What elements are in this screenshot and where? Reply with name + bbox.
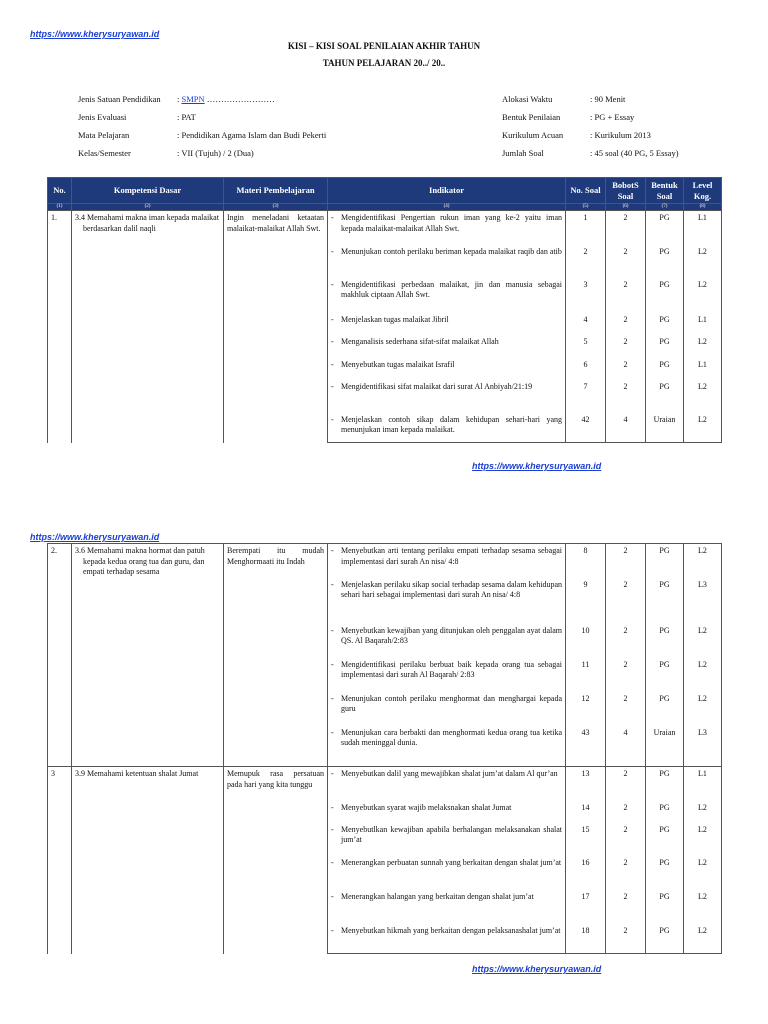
info-label: Mata Pelajaran: [78, 130, 130, 140]
info-row: [78, 93, 326, 111]
indikator-text: Menunjukan contoh perilaku menghormat dan menghargai kepada guru: [341, 693, 562, 713]
bullet-dash: -: [331, 824, 334, 834]
indikator-text: Mengidentifikasi perilaku berbuat baik kepada orang tua sebagai implementasi dari surah Al Baqarah/ 2:83: [341, 659, 562, 679]
indikator-text: Menerangkan halangan yang berkaitan dengan shalat jum’at: [341, 891, 534, 901]
bullet-dash: -: [331, 414, 334, 424]
bentuk-soal: PG: [646, 380, 684, 413]
indikator-item: [331, 415, 562, 436]
col-number: (6): [606, 204, 646, 211]
header-level: Level Kog.: [684, 178, 722, 204]
indikator-cell: [328, 767, 566, 801]
bentuk-soal: PG: [646, 278, 684, 313]
level-kognitif: L2: [684, 823, 722, 856]
bullet-dash: -: [331, 659, 334, 669]
level-kognitif: L2: [684, 245, 722, 278]
level-kognitif: L1: [684, 767, 722, 801]
bentuk-soal: PG: [646, 313, 684, 335]
bobot-soal: 2: [606, 890, 646, 924]
header-no: No.: [48, 178, 72, 204]
indikator-item: [331, 337, 562, 348]
info-left: [78, 93, 326, 165]
no-soal: 43: [566, 726, 606, 767]
no-soal: 8: [566, 544, 606, 578]
level-kognitif: L3: [684, 578, 722, 624]
materi-pembelajaran: Berempati itu mudah Menghormaati itu Indah: [224, 544, 328, 767]
indikator-text: Menganalisis sederhana sifat-sifat malaikat Allah: [341, 336, 499, 346]
header-no-soal: No. Soal: [566, 178, 606, 204]
page1-top-link[interactable]: https://www.kherysuryawan.id: [30, 29, 160, 39]
level-kognitif: L1: [684, 313, 722, 335]
materi-pembelajaran: Ingin meneladani ketaatan malaikat-malaikat Allah Swt.: [224, 211, 328, 443]
indikator-item: [331, 546, 562, 567]
bobot-soal: 2: [606, 578, 646, 624]
indikator-text: Menyebutkan arti tentang perilaku empati terhadap sesama sebagai implementasi dari surah An nisa/ 4:8: [341, 546, 562, 566]
bobot-soal: 2: [606, 211, 646, 245]
indikator-cell: [328, 658, 566, 692]
bentuk-soal: PG: [646, 823, 684, 856]
info-value: : VII (Tujuh) / 2 (Dua): [177, 148, 254, 158]
no-soal: 3: [566, 278, 606, 313]
row-number: 2.: [48, 544, 72, 767]
no-soal: 14: [566, 801, 606, 823]
indikator-cell: [328, 380, 566, 413]
indikator-cell: [328, 924, 566, 954]
no-soal: 15: [566, 823, 606, 856]
bentuk-soal: Uraian: [646, 726, 684, 767]
table-row: [48, 211, 722, 245]
indikator-text: Menerangkan perbuatan sunnah yang berkaitan dengan shalat jum’at: [341, 857, 562, 867]
bullet-dash: -: [331, 579, 334, 589]
bullet-dash: -: [331, 279, 334, 289]
bullet-dash: -: [331, 336, 334, 346]
bullet-dash: -: [331, 891, 334, 901]
level-kognitif: L2: [684, 890, 722, 924]
info-row: [502, 147, 679, 165]
no-soal: 6: [566, 358, 606, 380]
indikator-item: [331, 626, 562, 647]
no-soal: 1: [566, 211, 606, 245]
bullet-dash: -: [331, 925, 334, 935]
indikator-item: [331, 360, 562, 371]
indikator-text: Menjelaskan tugas malaikat Jibril: [341, 314, 449, 324]
info-row: [502, 93, 679, 111]
level-kognitif: L1: [684, 211, 722, 245]
indikator-item: [331, 382, 562, 393]
indikator-cell: [328, 413, 566, 443]
bobot-soal: 2: [606, 624, 646, 658]
row-number: 3: [48, 767, 72, 954]
bentuk-soal: PG: [646, 245, 684, 278]
indikator-cell: [328, 890, 566, 924]
indikator-cell: [328, 578, 566, 624]
page1-bottom-link[interactable]: https://www.kherysuryawan.id: [472, 461, 602, 471]
info-value: : Kurikulum 2013: [590, 130, 651, 140]
bobot-soal: 2: [606, 658, 646, 692]
table-row: [48, 767, 722, 801]
materi-pembelajaran: Memupuk rasa persatuan pada hari yang kita tunggu: [224, 767, 328, 954]
header-bobot: BobotS Soal: [606, 178, 646, 204]
indikator-cell: [328, 278, 566, 313]
bullet-dash: -: [331, 769, 334, 778]
bentuk-soal: Uraian: [646, 413, 684, 443]
header-kompetensi-dasar: Kompetensi Dasar: [72, 178, 224, 204]
no-soal: 4: [566, 313, 606, 335]
header-indikator: Indikator: [328, 178, 566, 204]
bobot-soal: 2: [606, 278, 646, 313]
col-number: (7): [646, 204, 684, 211]
bobot-soal: 2: [606, 856, 646, 890]
page2-top-link[interactable]: https://www.kherysuryawan.id: [30, 532, 160, 542]
bobot-soal: 2: [606, 692, 646, 726]
indikator-text: Menyebutkan hikmah yang berkaitan dengan pelaksanashalat jum’at: [341, 925, 561, 935]
bentuk-soal: PG: [646, 658, 684, 692]
bullet-dash: -: [331, 802, 334, 812]
bentuk-soal: PG: [646, 544, 684, 578]
no-soal: 2: [566, 245, 606, 278]
no-soal: 5: [566, 335, 606, 358]
indikator-cell: [328, 313, 566, 335]
table-row: [48, 544, 722, 578]
bullet-dash: -: [331, 546, 334, 555]
bobot-soal: 2: [606, 801, 646, 823]
info-label: Bentuk Penilaian: [502, 112, 561, 122]
bobot-soal: 2: [606, 335, 646, 358]
indikator-cell: [328, 358, 566, 380]
info-value: : PG + Essay: [590, 112, 635, 122]
indikator-cell: [328, 624, 566, 658]
bobot-soal: 2: [606, 544, 646, 578]
col-number: (2): [72, 204, 224, 211]
no-soal: 11: [566, 658, 606, 692]
kisi-table-page2: [47, 543, 722, 954]
level-kognitif: L2: [684, 692, 722, 726]
bobot-soal: 2: [606, 924, 646, 954]
no-soal: 18: [566, 924, 606, 954]
indikator-item: [331, 728, 562, 749]
level-kognitif: L2: [684, 624, 722, 658]
bobot-soal: 4: [606, 726, 646, 767]
indikator-item: [331, 926, 562, 937]
col-number: (1): [48, 204, 72, 211]
header-bentuk: Bentuk Soal: [646, 178, 684, 204]
indikator-text: Menjelaskan contoh sikap dalam kehidupan sehari-hari yang menunjukan iman kepada malaikat.: [341, 414, 562, 434]
info-value: : 45 soal (40 PG, 5 Essay): [590, 148, 679, 158]
bentuk-soal: PG: [646, 211, 684, 245]
info-row: [78, 111, 326, 129]
level-kognitif: L2: [684, 924, 722, 954]
no-soal: 42: [566, 413, 606, 443]
no-soal: 9: [566, 578, 606, 624]
bobot-soal: 2: [606, 358, 646, 380]
indikator-text: Mengidentifikasi sifat malaikat dari surat Al Anbiyah/21:19: [341, 381, 533, 391]
indikator-item: [331, 580, 562, 601]
kompetensi-dasar: 3.9 Memahami ketentuan shalat Jumat: [72, 767, 224, 954]
indikator-text: Menyebutkan kewajiban yang ditunjukan oleh penggalan ayat dalam QS. Al Baqarah/2:83: [341, 625, 562, 645]
row-number: 1.: [48, 211, 72, 443]
bobot-soal: 2: [606, 767, 646, 801]
indikator-cell: [328, 245, 566, 278]
kompetensi-dasar: 3.6 Memahami makna hormat dan patuh kepada kedua orang tua dan guru, dan empati terhadap sesama: [72, 544, 224, 767]
info-right: [502, 93, 679, 165]
indikator-text: Menjelaskan perilaku sikap social terhadap sesama dalam kehidupan sehari hari sebagai implementasi dari surah An nisa/ 4:8: [341, 579, 562, 599]
indikator-cell: [328, 211, 566, 245]
bullet-dash: -: [331, 246, 334, 256]
col-number: (3): [224, 204, 328, 211]
level-kognitif: L2: [684, 544, 722, 578]
bentuk-soal: PG: [646, 890, 684, 924]
info-value: : Pendidikan Agama Islam dan Budi Pekerti: [177, 130, 327, 140]
bentuk-soal: PG: [646, 924, 684, 954]
bentuk-soal: PG: [646, 335, 684, 358]
indikator-cell: [328, 726, 566, 767]
indikator-item: [331, 315, 562, 326]
indikator-item: [331, 825, 562, 846]
info-row: [78, 129, 326, 147]
indikator-text: Menyebutlkan kewajiban apabila berhalangan melaksanakan shalat jum’at: [341, 824, 562, 844]
bullet-dash: -: [331, 727, 334, 737]
bentuk-soal: PG: [646, 624, 684, 658]
level-kognitif: L3: [684, 726, 722, 767]
bullet-dash: -: [331, 857, 334, 867]
info-label: Alokasi Waktu: [502, 94, 553, 104]
bentuk-soal: PG: [646, 358, 684, 380]
indikator-text: Menyebutkan tugas malaikat Israfil: [341, 359, 455, 369]
level-kognitif: L2: [684, 278, 722, 313]
indikator-item: [331, 858, 562, 869]
indikator-cell: [328, 692, 566, 726]
indikator-text: Mengidentifikasi perbedaan malaikat, jin dan manusia sebagai makhluk ciptaan Allah Swt.: [341, 279, 562, 299]
bobot-soal: 2: [606, 823, 646, 856]
indikator-text: Menyebutkan syarat wajib melaksnakan shalat Jumat: [341, 802, 512, 812]
col-number: (5): [566, 204, 606, 211]
info-label: Kelas/Semester: [78, 148, 131, 158]
bullet-dash: -: [331, 693, 334, 703]
no-soal: 16: [566, 856, 606, 890]
level-kognitif: L2: [684, 658, 722, 692]
info-row: [78, 147, 326, 165]
bobot-soal: 2: [606, 245, 646, 278]
info-value: : SMPN ……………………: [177, 94, 275, 104]
no-soal: 7: [566, 380, 606, 413]
indikator-text: Menunjukan cara berbakti dan menghormati kedua orang tua ketika sudah meninggal dunia.: [341, 727, 562, 747]
no-soal: 12: [566, 692, 606, 726]
indikator-item: [331, 769, 562, 780]
indikator-item: [331, 213, 562, 234]
indikator-text: Mengidentifikasi Pengertian rukun iman yang ke-2 yaitu iman kepada malaikat-malaikat Allah Swt.: [341, 213, 562, 233]
bullet-dash: -: [331, 213, 334, 222]
bentuk-soal: PG: [646, 856, 684, 890]
bullet-dash: -: [331, 625, 334, 635]
info-value: : 90 Menit: [590, 94, 626, 104]
school-link[interactable]: SMPN: [181, 94, 205, 104]
info-dots: ……………………: [206, 94, 275, 104]
info-label: Jenis Evaluasi: [78, 112, 127, 122]
indikator-item: [331, 892, 562, 903]
info-label: Jenis Satuan Pendidikan: [78, 94, 161, 104]
document-title: KISI – KISI SOAL PENILAIAN AKHIR TAHUN: [287, 41, 481, 51]
indikator-item: [331, 280, 562, 301]
no-soal: 17: [566, 890, 606, 924]
col-number: (4): [328, 204, 566, 211]
indikator-text: Menyebutkan dalil yang mewajibkan shalat jum’at dalam Al qur’an: [341, 769, 558, 778]
indikator-item: [331, 660, 562, 681]
no-soal: 13: [566, 767, 606, 801]
no-soal: 10: [566, 624, 606, 658]
indikator-item: [331, 694, 562, 715]
kompetensi-dasar: 3.4 Memahami makna iman kepada malaikat berdasarkan dalil naqli: [72, 211, 224, 443]
indikator-cell: [328, 801, 566, 823]
bobot-soal: 4: [606, 413, 646, 443]
page2-bottom-link[interactable]: https://www.kherysuryawan.id: [472, 964, 602, 974]
indikator-cell: [328, 823, 566, 856]
bentuk-soal: PG: [646, 578, 684, 624]
header-materi: Materi Pembelajaran: [224, 178, 328, 204]
indikator-cell: [328, 856, 566, 890]
bentuk-soal: PG: [646, 801, 684, 823]
bobot-soal: 2: [606, 380, 646, 413]
level-kognitif: L2: [684, 380, 722, 413]
info-label: Jumlah Soal: [502, 148, 544, 158]
indikator-text: Menunjukan contoh perilaku beriman kepada malaikat raqib dan atib: [341, 246, 562, 256]
bobot-soal: 2: [606, 313, 646, 335]
level-kognitif: L2: [684, 335, 722, 358]
col-number: (8): [684, 204, 722, 211]
kisi-table-page1: [47, 177, 722, 443]
indikator-item: [331, 247, 562, 258]
indikator-cell: [328, 335, 566, 358]
level-kognitif: L2: [684, 856, 722, 890]
document-subtitle: TAHUN PELAJARAN 20../ 20..: [322, 58, 446, 68]
bentuk-soal: PG: [646, 767, 684, 801]
bullet-dash: -: [331, 381, 334, 391]
level-kognitif: L2: [684, 801, 722, 823]
indikator-cell: [328, 544, 566, 578]
level-kognitif: L1: [684, 358, 722, 380]
indikator-item: [331, 803, 562, 814]
info-row: [502, 129, 679, 147]
info-value: : PAT: [177, 112, 196, 122]
bullet-dash: -: [331, 314, 334, 324]
bullet-dash: -: [331, 359, 334, 369]
level-kognitif: L2: [684, 413, 722, 443]
bentuk-soal: PG: [646, 692, 684, 726]
info-label: Kurikulum Acuan: [502, 130, 564, 140]
info-row: [502, 111, 679, 129]
